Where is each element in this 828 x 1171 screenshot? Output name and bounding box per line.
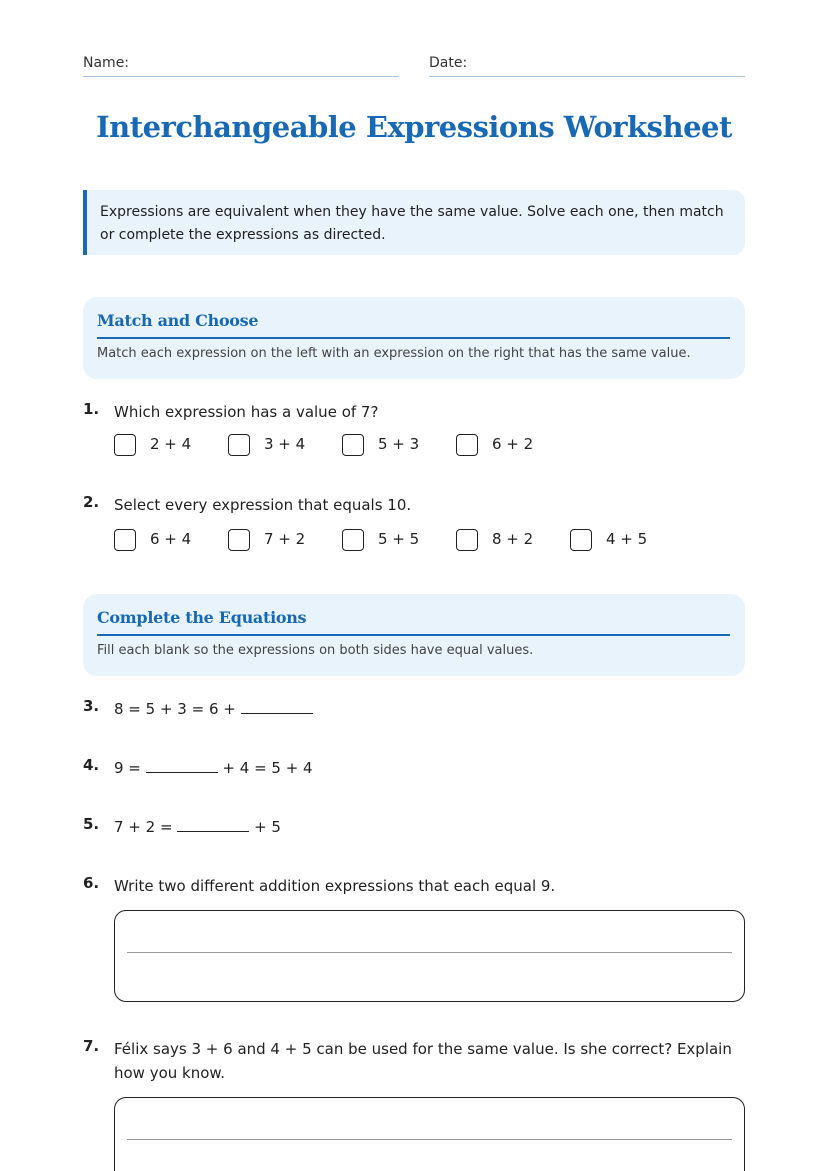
name-date-row [83, 52, 745, 78]
option-label: 4 + 5 [606, 530, 648, 548]
section-complete-the-equations [83, 594, 745, 676]
checkbox-icon[interactable] [114, 529, 136, 551]
option-label: 6 + 2 [492, 435, 534, 453]
checkbox-icon[interactable] [342, 434, 364, 456]
checkbox-icon[interactable] [456, 434, 478, 456]
equation-before: 8 = 5 + 3 = 6 + [114, 700, 241, 718]
question-text: Which expression has a value of 7? [114, 403, 379, 421]
intro-callout: Expressions are equivalent when they have the same value. Solve each one, then match or complete the expressions as directed. [83, 190, 745, 255]
question-text: Write two different addition expressions that each equal 9. [114, 877, 556, 895]
option-label: 7 + 2 [264, 530, 306, 548]
answer-blank[interactable] [146, 758, 218, 773]
option-label: 2 + 4 [150, 435, 192, 453]
option-label: 5 + 3 [378, 435, 420, 453]
page-title: Interchangeable Expressions Worksheet [96, 110, 732, 144]
question-number: 2. [83, 493, 100, 511]
equation-after: + 4 = 5 + 4 [217, 759, 313, 777]
option-label: 5 + 5 [378, 530, 420, 548]
checkbox-icon[interactable] [570, 529, 592, 551]
checkbox-icon[interactable] [456, 529, 478, 551]
section-description: Fill each blank so the expressions on both sides have equal values. [97, 643, 534, 658]
answer-box[interactable] [114, 910, 745, 1002]
answer-rule [127, 1139, 732, 1140]
question-text: Select every expression that equals 10. [114, 496, 412, 514]
option-label: 3 + 4 [264, 435, 306, 453]
date-field[interactable] [429, 52, 745, 77]
section-description: Match each expression on the left with an expression on the right that has the same value. [97, 346, 691, 361]
name-field[interactable] [83, 52, 399, 77]
option-label: 6 + 4 [150, 530, 192, 548]
section-heading: Complete the Equations [97, 608, 730, 636]
question-number: 7. [83, 1037, 100, 1055]
option-label: 8 + 2 [492, 530, 534, 548]
section-match-and-choose [83, 297, 745, 379]
answer-rule [127, 952, 732, 953]
question-number: 4. [83, 756, 100, 774]
equation-line [114, 756, 734, 780]
equation-line [114, 697, 734, 721]
equation-before: 7 + 2 = [114, 818, 178, 836]
checkbox-icon[interactable] [228, 434, 250, 456]
equation-line [114, 815, 734, 839]
question-text: Félix says 3 + 6 and 4 + 5 can be used for the same value. Is she correct? Explain how you know. [114, 1040, 732, 1082]
date-label: Date: [429, 55, 468, 71]
answer-blank[interactable] [241, 699, 313, 714]
question-number: 3. [83, 697, 100, 715]
equation-after: + 5 [249, 818, 281, 836]
checkbox-icon[interactable] [342, 529, 364, 551]
name-label: Name: [83, 55, 130, 71]
answer-blank[interactable] [177, 817, 249, 832]
question-number: 1. [83, 400, 100, 418]
question-number: 5. [83, 815, 100, 833]
checkbox-icon[interactable] [114, 434, 136, 456]
equation-before: 9 = [114, 759, 146, 777]
question-number: 6. [83, 874, 100, 892]
worksheet-page [83, 0, 745, 1171]
section-heading: Match and Choose [97, 311, 730, 339]
answer-box[interactable] [114, 1097, 745, 1171]
checkbox-icon[interactable] [228, 529, 250, 551]
